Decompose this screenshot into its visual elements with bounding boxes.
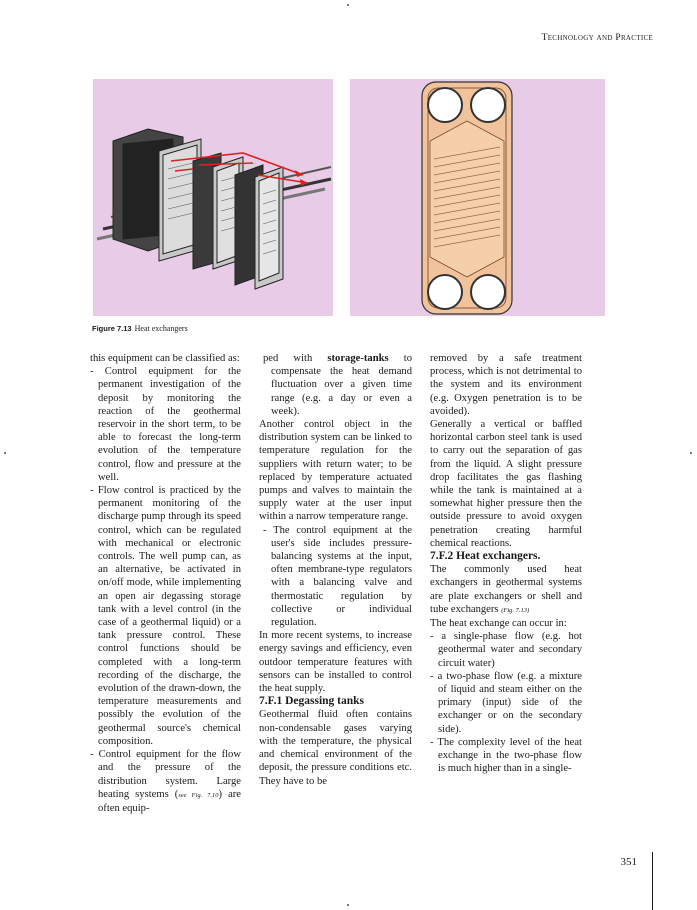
crop-mark (347, 4, 349, 6)
figure-left-panel (93, 79, 333, 316)
column3-list-item-1: - a single-phase flow (e.g. hot geothermal water and secondary circuit water) (430, 631, 582, 669)
text-column-3 (430, 352, 582, 776)
column2-paragraph-1: Another control object in the distribution system can be linked to temperature regulation for the suppliers with return water; to be replaced by temperature actuated pumps and valves to maintain the supply water at the user input within a narrow temperature range. (259, 419, 412, 523)
column2-cont-end: to compensate the heat demand fluctuation over a given time range (e.g. a day or even a week). (271, 353, 412, 417)
column1-item3-text: - Control equipment for the flow and the pressure of the distribution system. Large heating systems ( (90, 749, 241, 800)
column1-item3-end: ) are often equip- (98, 788, 242, 814)
running-head: Technology and Practice (541, 33, 653, 43)
column2-continuation (259, 352, 412, 418)
figure-label: Figure 7.13 (92, 324, 132, 333)
crop-mark (347, 904, 349, 906)
column2-list-item: - The control equipment at the user's side includes pressure-balancing systems at the input, often membrane-type regulators with a balancing valve and thermostatic regulation by collective or individual regulation. (263, 524, 412, 629)
page-edge-rule (652, 852, 653, 910)
section-heading-heat-exchangers: 7.F.2 Heat exchangers. (430, 550, 541, 563)
crop-mark (690, 452, 692, 454)
section-heading-degassing: 7.F.1 Degassing tanks (259, 695, 365, 708)
column2-cont-text: ped with (263, 353, 328, 364)
figure-right-panel (350, 79, 605, 316)
column2-paragraph-3: Geothermal fluid often contains non-condensable gases varying with the temperature, the physical and chemical environment of the deposit, the pressure conditions etc. They have to be (259, 709, 412, 787)
column1-intro: this equipment can be classified as: (90, 353, 240, 364)
page-number: 351 (620, 856, 637, 868)
plate-exchanger-assembly-illustration (93, 79, 333, 316)
figure-caption-text: Heat exchangers (134, 324, 188, 333)
figure-reference: see Fig. 7.10 (178, 791, 219, 799)
figure-caption (92, 324, 188, 333)
figure-reference: (Fig. 7.13) (501, 606, 530, 614)
column3-paragraph-2: Generally a vertical or baffled horizontal carbon steel tank is used to carry out the separation of gas from the liquid. A slight pressure drop facilitates the gas flashing while the tank is maintained at a somewhat higher pressure then the outside pressure to avoid oxygen penetration creating harmful chemical reactions. (430, 419, 582, 549)
storage-tanks-term: storage-tanks (327, 353, 389, 364)
column3-para3-text: The commonly used heat exchangers in geothermal systems are plate exchangers or shell and tube exchangers (430, 564, 582, 615)
gasketed-plate-illustration (350, 79, 605, 316)
column3-list-item-3: - The complexity level of the heat exchange in the two-phase flow is much higher than in a single- (430, 736, 582, 775)
text-column-1 (90, 352, 241, 815)
text-column-2 (259, 352, 412, 788)
column1-list-item-2: - Flow control is practiced by the permanent monitoring of the discharge pump through its speed control, which can be regulated with mechanical or electronic controls. The well pump can, as an alternative, be activated in on/off mode, while implementing an open air degassing storage tank with a level control (in the case of a geothermal liquid) or a tank pressure control. These control functions should be completed with a long-term recording of the discharge, the evolution of the drawn-down, the temperature measurements and possibly the evolution of the geothermal source's chemical composition. (90, 485, 241, 747)
column3-paragraph-4: The heat exchange can occur in: (430, 618, 567, 630)
column2-paragraph-2: In more recent systems, to increase energy savings and efficiency, even outdoor temperature features with sensors can be installed to control the heat supply. (259, 630, 412, 695)
column1-list-item-3 (90, 748, 241, 815)
column3-paragraph-1: removed by a safe treatment process, which is not detrimental to the system and its environment (e.g. Oxygen penetration is to be avoided). (430, 353, 582, 417)
column3-list-item-2: - a two-phase flow (e.g. a mixture of liquid and steam either on the primary (input) side of the exchanger or on the secondary side). (430, 670, 582, 735)
column1-list-item-1: - Control equipment for the permanent investigation of the deposit by monitoring the reaction of the geothermal reservoir in the short term, to be able to forecast the long-term evolution of the temperature control, flow and pressure at the well. (90, 366, 241, 483)
column3-paragraph-3 (430, 563, 582, 617)
crop-mark (4, 452, 6, 454)
